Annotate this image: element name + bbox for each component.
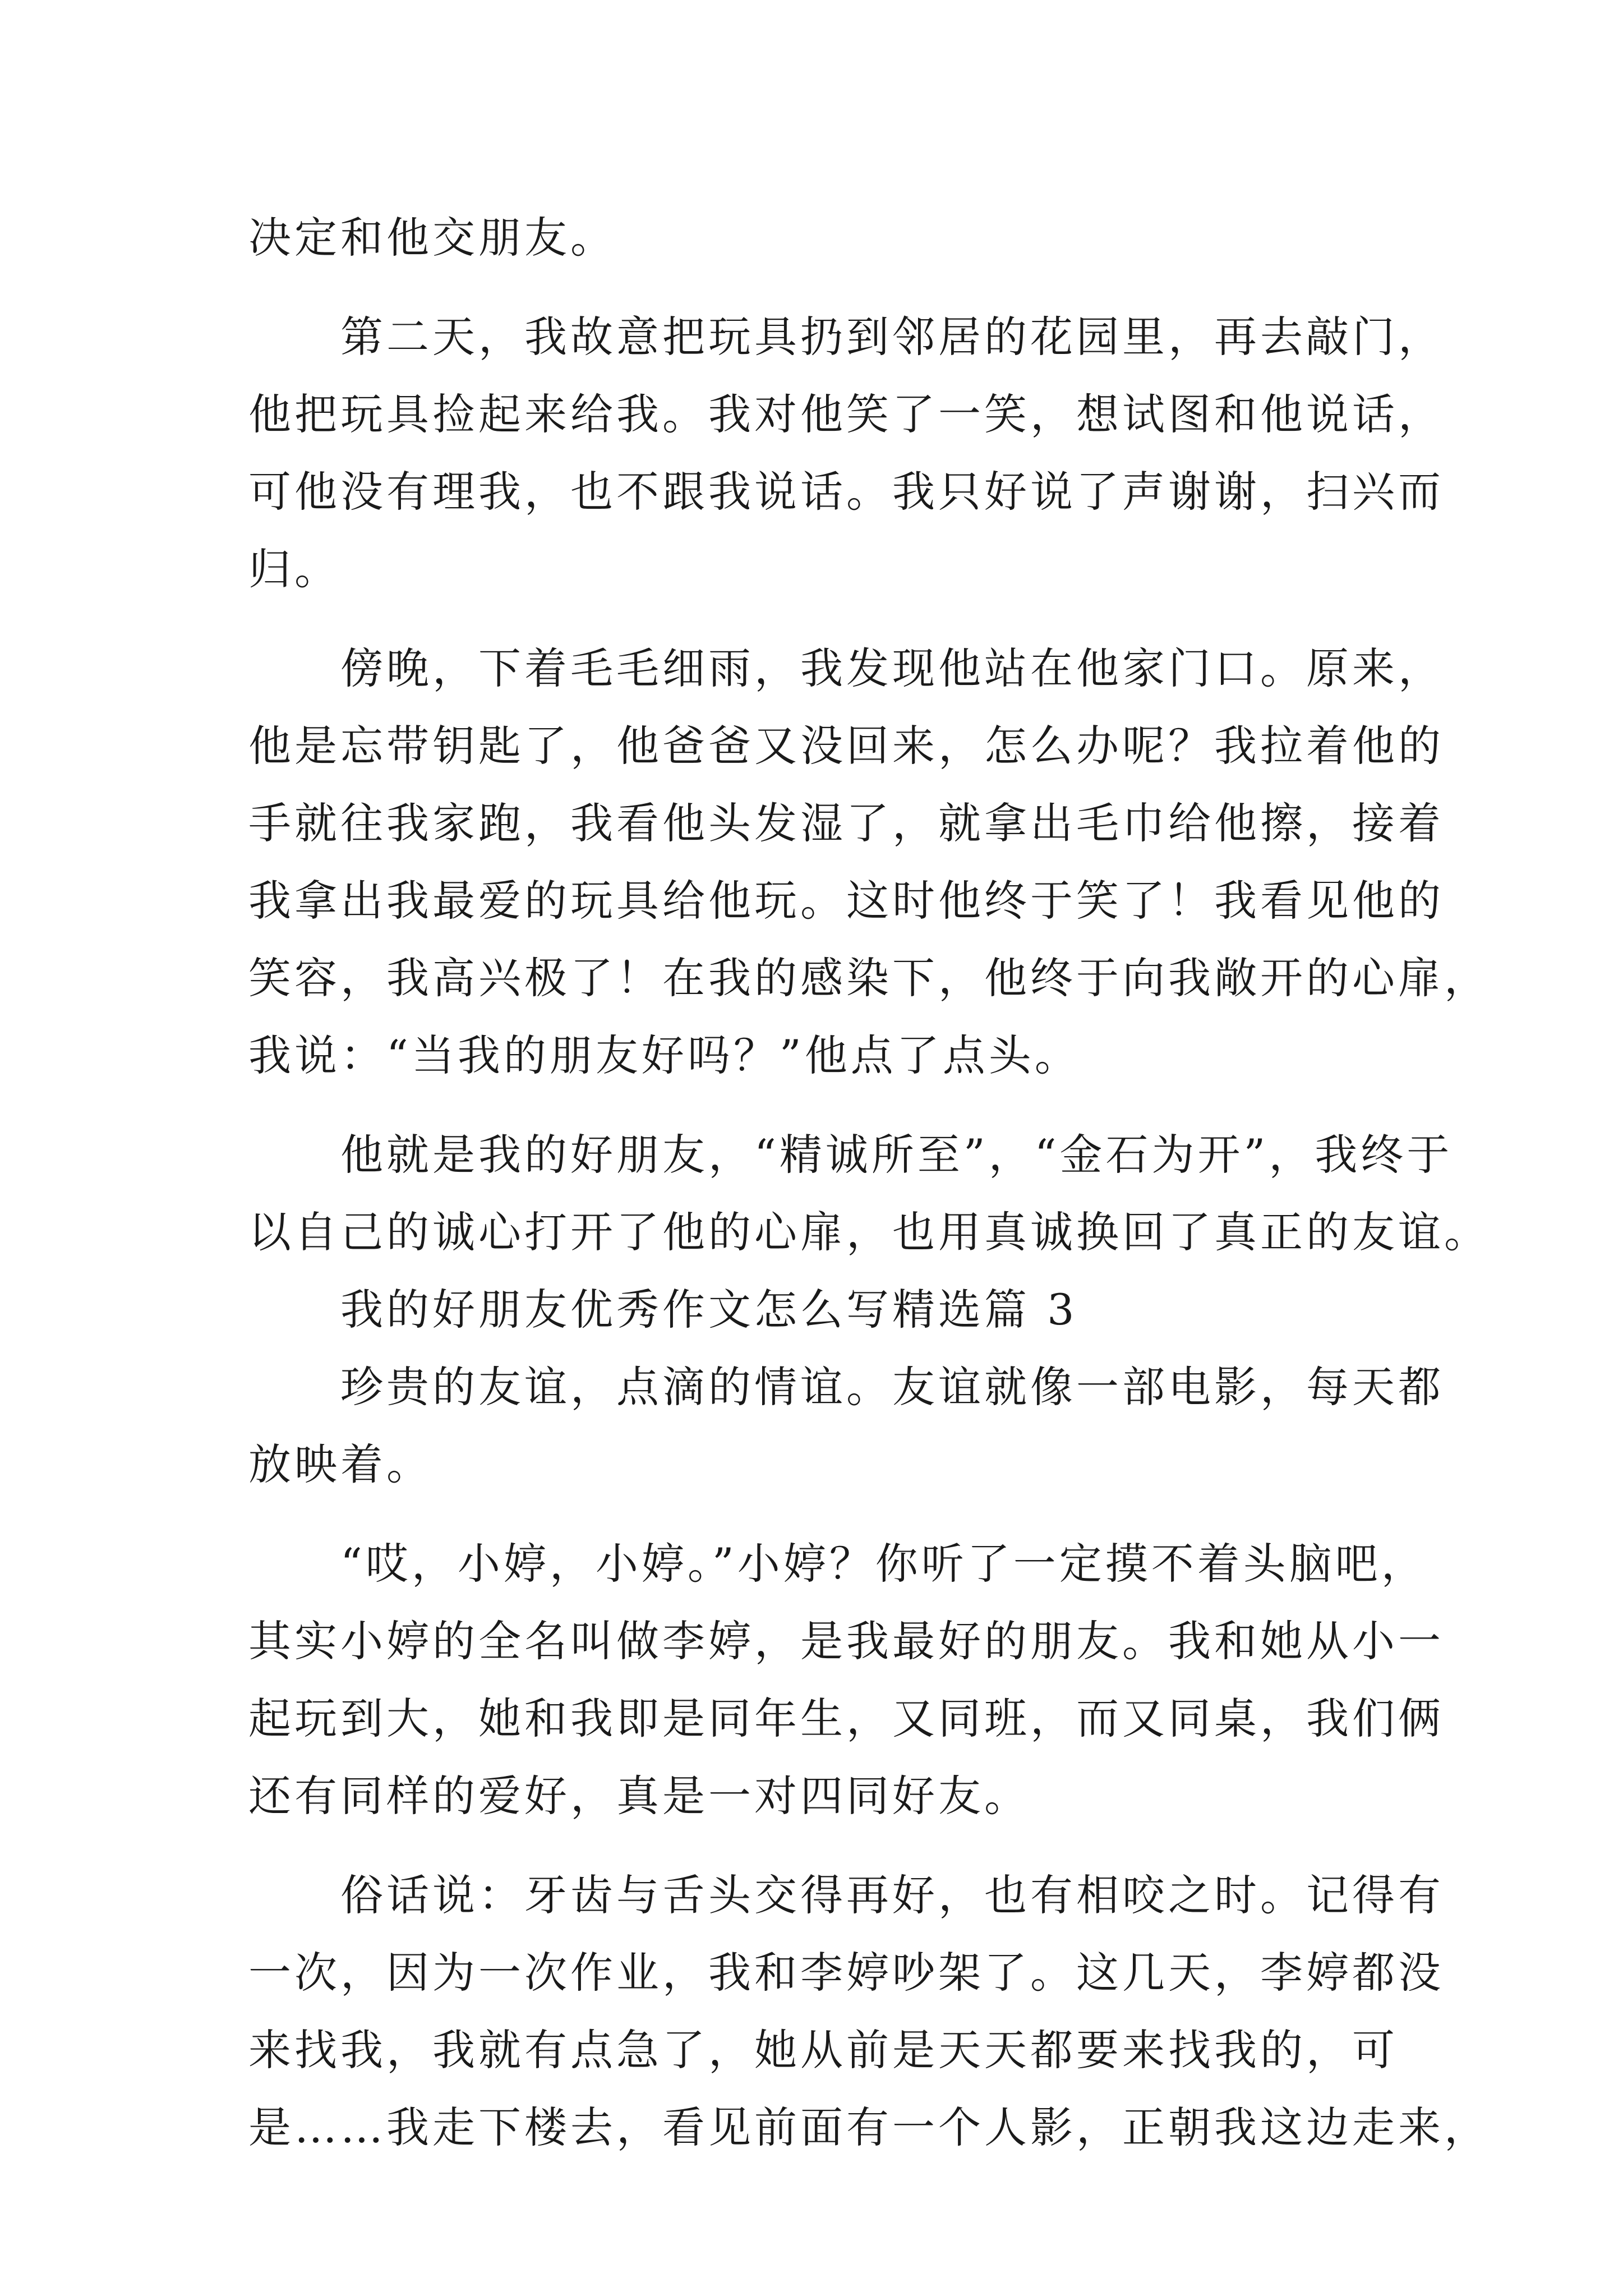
text-line: 他就是我的好朋友，“精诚所至”，“金石为开”，我终于 [340,1130,1453,1180]
text-line: 以自己的诚心打开了他的心扉，也用真诚换回了真正的友谊。 [248,1207,1490,1257]
paragraph [248,298,1444,608]
text-line: 还有同样的爱好，真是一对四同好友。 [248,1771,1030,1821]
text-line: 他把玩具捡起来给我。我对他笑了一笑，想试图和他说话， [248,389,1444,439]
paragraph [248,1116,1490,1271]
text-line: 他是忘带钥匙了，他爸爸又没回来，怎么办呢？我拉着他的 [248,721,1444,771]
text-line: 可他没有理我，也不跟我说话。我只好说了声谢谢，扫兴而 [248,467,1444,517]
text-line: “哎，小婷，小婷。”小婷？你听了一定摸不着头脑吧， [340,1539,1427,1589]
text-line: 珍贵的友谊，点滴的情谊。友谊就像一部电影，每天都 [340,1362,1444,1412]
text-line: 俗话说：牙齿与舌头交得再好，也有相咬之时。记得有 [340,1870,1444,1920]
text-line: 归。 [248,544,340,594]
text-line: 我说：“当我的朋友好吗？”他点了点头。 [248,1030,1081,1080]
heading-text: 我的好朋友优秀作文怎么写精选篇 3 [340,1285,1078,1335]
paragraph [248,199,1409,277]
paragraph [248,1857,1490,2166]
text-line: 是……我走下楼去，看见前面有一个人影，正朝我这边走来， [248,2102,1490,2152]
text-line: 手就往我家跑，我看他头发湿了，就拿出毛巾给他擦，接着 [248,798,1444,848]
text-line: 一次，因为一次作业，我和李婷吵架了。这几天，李婷都没 [248,1948,1444,1998]
text-line: 我拿出我最爱的玩具给他玩。这时他终于笑了！我看见他的 [248,876,1444,926]
text-line: 决定和他交朋友。 [248,213,616,263]
paragraph [248,630,1490,1094]
document-body [248,199,1490,2166]
paragraph [248,1525,1444,1835]
paragraph [248,1349,1444,1503]
text-line: 笑容，我高兴极了！在我的感染下，他终于向我敞开的心扉， [248,953,1490,1003]
text-line: 其实小婷的全名叫做李婷，是我最好的朋友。我和她从小一 [248,1616,1444,1666]
text-line: 第二天，我故意把玩具扔到邻居的花园里，再去敲门， [340,312,1444,362]
text-line: 放映着。 [248,1439,432,1489]
text-line: 起玩到大，她和我即是同年生，又同班，而又同桌，我们俩 [248,1694,1444,1743]
text-line: 傍晚，下着毛毛细雨，我发现他站在他家门口。原来， [340,643,1444,693]
text-line: 来找我，我就有点急了，她从前是天天都要来找我的，可 [248,2025,1398,2075]
section-heading [248,1271,1409,1349]
